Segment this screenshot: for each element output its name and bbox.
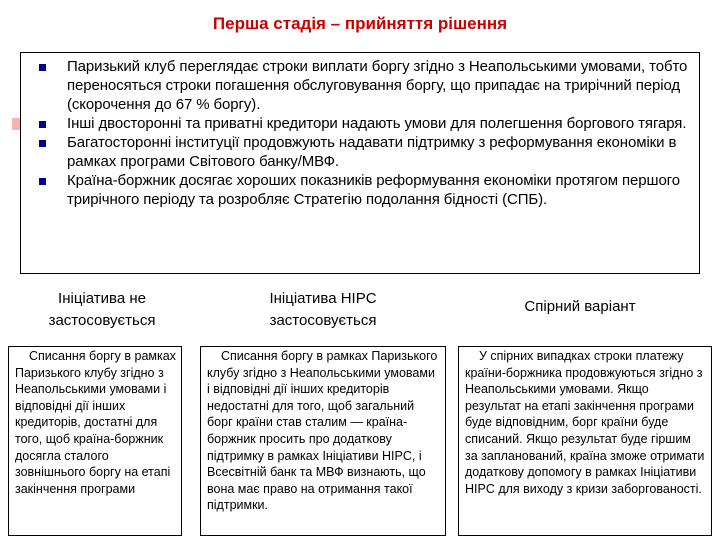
list-item xyxy=(21,133,691,171)
square-bullet-icon xyxy=(39,178,46,185)
column-heading-not-applied: Ініціатива не застосовується xyxy=(48,290,156,329)
list-item xyxy=(21,114,691,133)
square-bullet-icon xyxy=(39,121,46,128)
stage-conditions-box xyxy=(20,52,700,274)
square-bullet-icon xyxy=(39,64,46,71)
slide-title: Перша стадія – прийняття рішення xyxy=(212,14,508,33)
option-box-hipc-applied xyxy=(200,346,446,536)
bullet-text: Інші двосторонні та приватні кредитори надають умови для полегшення боргового тягаря. xyxy=(67,115,687,132)
option-box-not-applied xyxy=(8,346,182,536)
list-item xyxy=(21,171,691,209)
bullet-text: Країна-боржник досягає хороших показників реформування економіки протягом першого трирічного періоду та розробляє Стратегію подолання бідності (СПБ). xyxy=(67,172,680,208)
bullet-text: Паризький клуб переглядає строки виплати боргу згідно з Неапольськими умовами, тобто переносяться строки погашення обслуговування боргу, що припадає на трирічний період (скорочення до 67 % боргу). xyxy=(67,58,688,113)
square-bullet-icon xyxy=(39,140,46,147)
option-text: Списання боргу в рамках Паризького клубу згідно з Неапольськими умовами і відповідні дії інших кредиторів недостатні для того, щоб загальний борг країни став сталим — країна-боржник просить про додаткову підтримку в рамках Ініціативи HIPC, і Всесвітній банк та МВФ визнають, що вона має право на отримання такої підтримки. xyxy=(207,349,438,513)
column-heading-disputed: Спірний варіант xyxy=(524,298,636,315)
option-box-disputed xyxy=(458,346,712,536)
bullet-text: Багатосторонні інституції продовжують надавати підтримку з реформування економіки в рамках програми Світового банку/МВФ. xyxy=(67,134,677,170)
list-item xyxy=(21,57,691,114)
option-text: Списання боргу в рамках Паризького клубу згідно з Неапольськими умовами і відповідні дії інших кредиторів, достатні для того, щоб країна-боржник досягла сталого зовнішнього боргу на етапі закінчення програми xyxy=(15,349,176,496)
bullet-list xyxy=(21,57,691,209)
column-heading-hipc-applied: Ініціатива HIPC застосовується xyxy=(269,290,377,329)
option-text: У спірних випадках строки платежу країни-боржника продовжуються згідно з Неапольськими умовами. Якщо результат на етапі закінчення програми буде відповідним, борг країни буде списаний. Якщо результат буде гіршим за запланований, країна зможе отримати додаткову допомогу в рамках Ініціативи HIPC для виходу з кризи заборгованості. xyxy=(465,349,705,496)
